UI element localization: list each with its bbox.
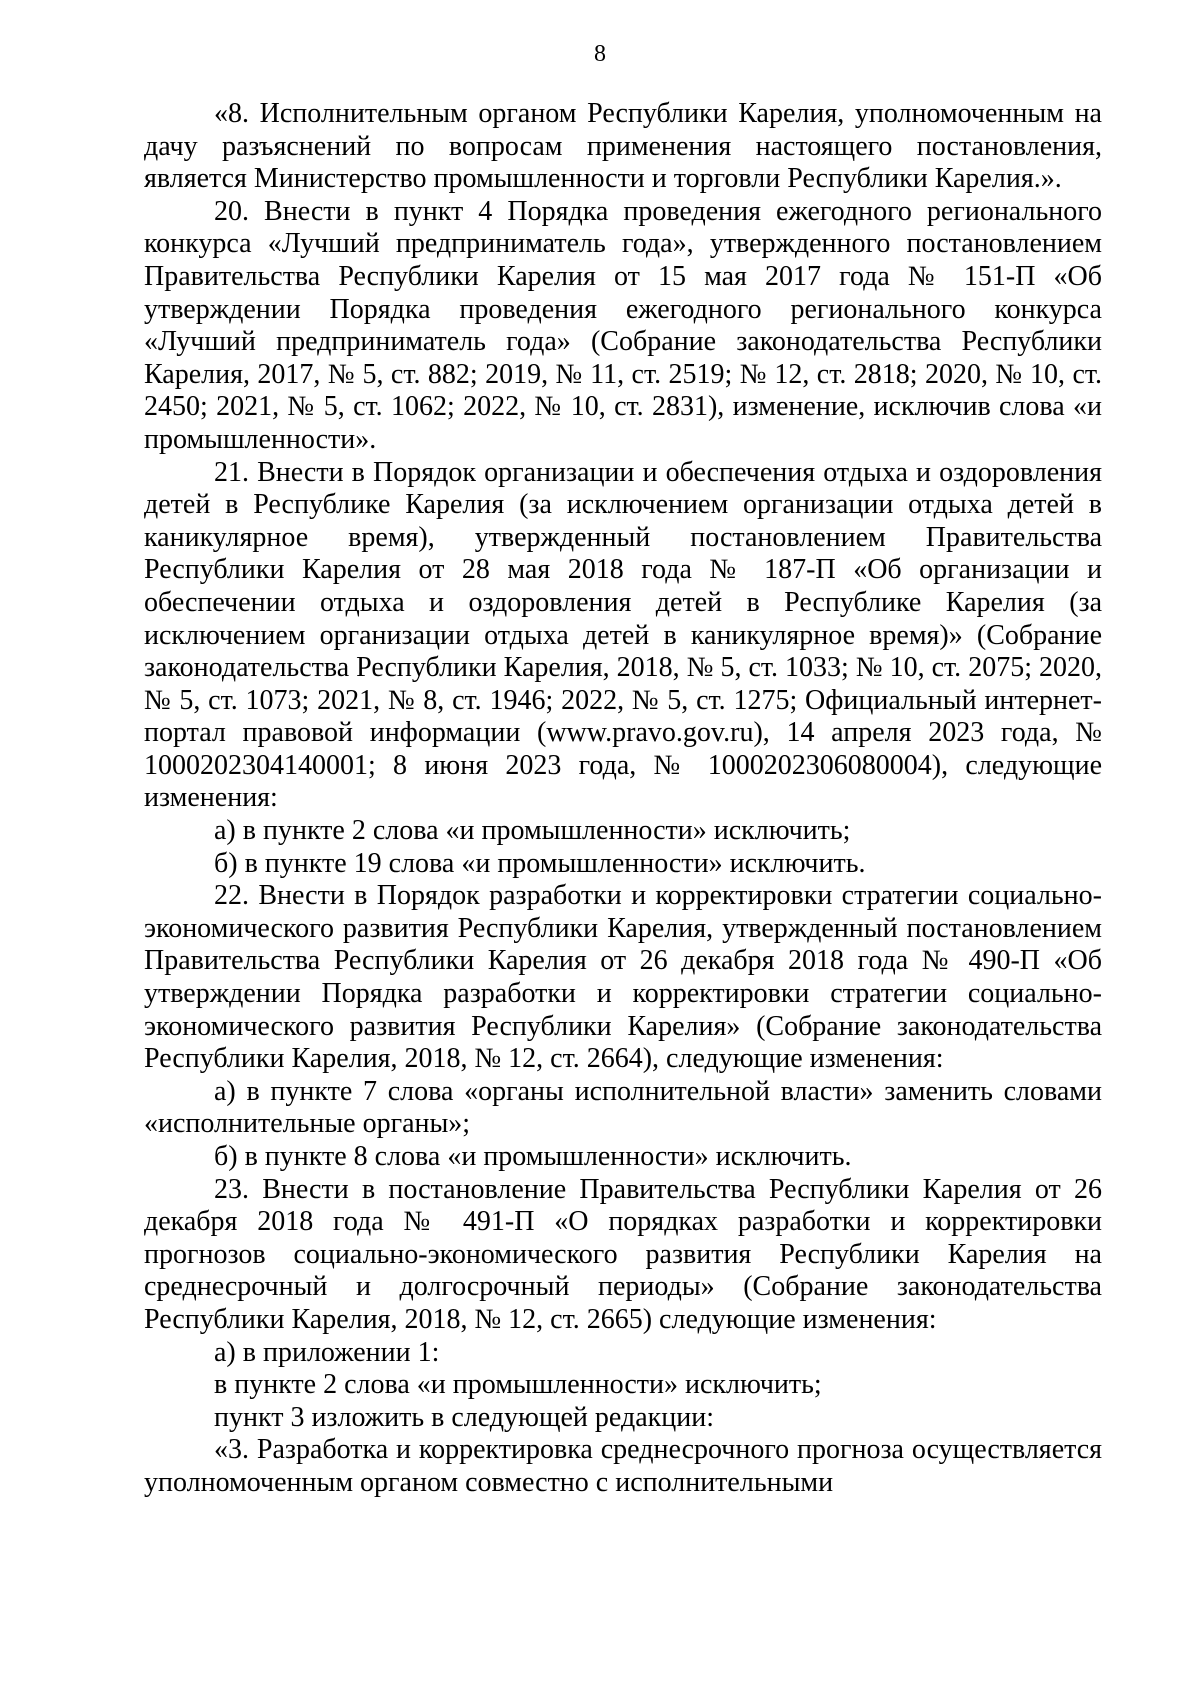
paragraph-item-23-a-2: пункт 3 изложить в следующей редакции: (214, 1401, 714, 1433)
paragraph-item-22-a: а) в пункте 7 слова «органы исполнительной власти» заменить словами «исполнительные органы»; (144, 1075, 1102, 1140)
paragraph-item-23-a: а) в приложении 1: (214, 1336, 440, 1368)
page-number: 8 (594, 41, 606, 67)
paragraph-clause-3: «3. Разработка и корректировка среднесрочного прогноза осуществляется уполномоченным органом совместно с исполнительными (144, 1434, 1102, 1498)
paragraph-item-21-b: б) в пункте 19 слова «и промышленности» исключить. (214, 847, 866, 879)
paragraph-item-23-a-1: в пункте 2 слова «и промышленности» исключить; (214, 1369, 822, 1401)
paragraph-item-21-a: а) в пункте 2 слова «и промышленности» исключить; (214, 815, 851, 847)
paragraph-item-23: 23. Внести в постановление Правительства Республики Карелия от 26 декабря 2018 года № 491-П «О порядках разработки и корректировки прогнозов социально-экономического развития Республики Карелия на среднесрочный и долгосрочный периоды» (Собрание законодательства Республики Карелия, 2018, № 12, ст. 2665) следующие изменения: (144, 1173, 1102, 1335)
document-body (144, 98, 1102, 1500)
paragraph-clause-8: «8. Исполнительным органом Республики Карелия, уполномоченным на дачу разъяснений по вопросам применения настоящего постановления, является Министерство промышленности и торговли Республики Карелия.». (144, 98, 1102, 195)
paragraph-item-22-b: б) в пункте 8 слова «и промышленности» исключить. (214, 1141, 852, 1172)
paragraph-item-22: 22. Внести в Порядок разработки и корректировки стратегии социально-экономического развития Республики Карелия, утвержденный постановлением Правительства Республики Карелия от 26 декабря 2018 года № 490-П «Об утверждении Порядка разработки и корректировки стратегии социально-экономического развития Республики Карелия» (Собрание законодательства Республики Карелия, 2018, № 12, ст. 2664), следующие изменения: (144, 880, 1102, 1075)
paragraph-item-21: 21. Внести в Порядок организации и обеспечения отдыха и оздоровления детей в Республике Карелия (за исключением организации отдыха детей в каникулярное время), утвержденный постановлением Правительства Республики Карелия от 28 мая 2018 года № 187-П «Об организации и обеспечении отдыха и оздоровления детей в Республике Карелия (за исключением организации отдыха детей в каникулярное время)» (Собрание законодательства Республики Карелия, 2018, № 5, ст. 1033; № 10, ст. 2075; 2020, № 5, ст. 1073; 2021, № 8, ст. 1946; 2022, № 5, ст. 1275; Официальный интернет-портал правовой информации (www.pravo.gov.ru), 14 апреля 2023 года, № 1000202304140001; 8 июня 2023 года, № 1000202306080004), следующие изменения: (144, 456, 1102, 814)
paragraph-item-20: 20. Внести в пункт 4 Порядка проведения ежегодного регионального конкурса «Лучший предприниматель года», утвержденного постановлением Правительства Республики Карелия от 15 мая 2017 года № 151-П «Об утверждении Порядка проведения ежегодного регионального конкурса «Лучший предприниматель года» (Собрание законодательства Республики Карелия, 2017, № 5, ст. 882; 2019, № 11, ст. 2519; № 12, ст. 2818; 2020, № 10, ст. 2450; 2021, № 5, ст. 1062; 2022, № 10, ст. 2831), изменение, исключив слова «и промышленности». (144, 195, 1102, 455)
